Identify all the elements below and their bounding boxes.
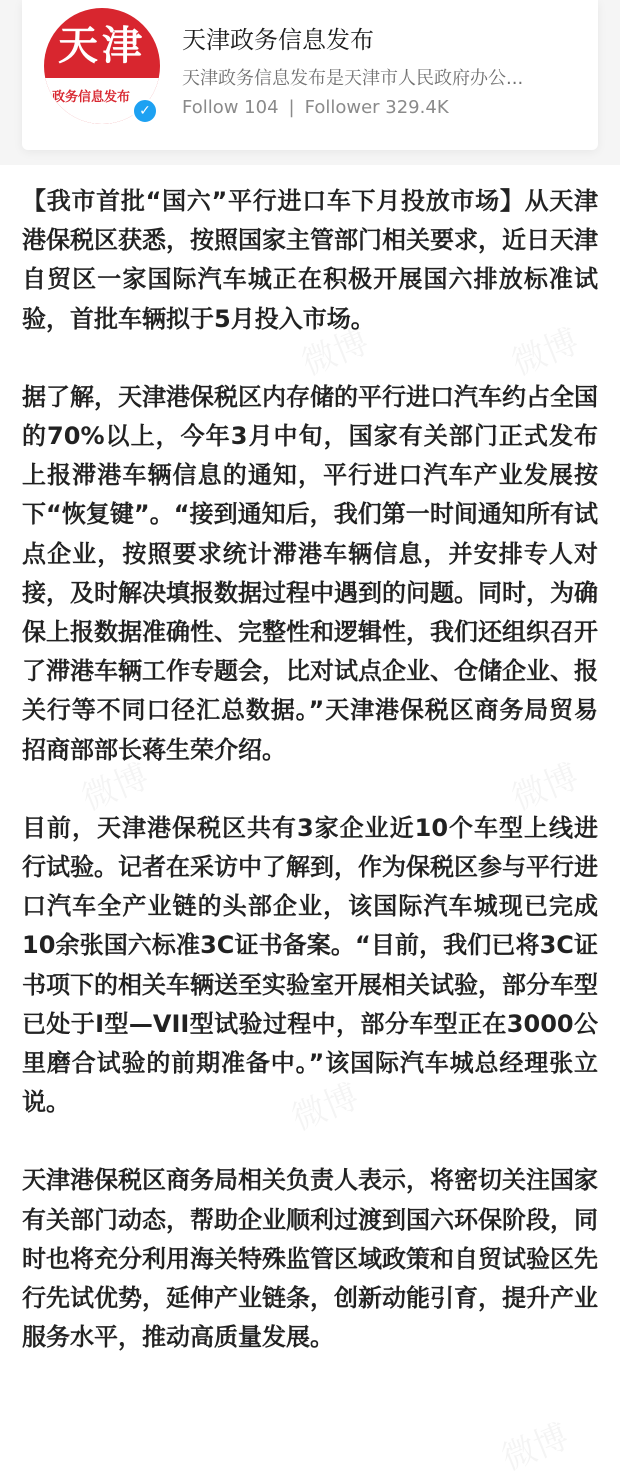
- account-bio: 天津政务信息发布是天津市人民政府办公...: [182, 68, 524, 89]
- paragraph: 据了解，天津港保税区内存储的平行进口汽车约占全国的70%以上，今年3月中旬，国家有关部门正式发布上报滞港车辆信息的通知，平行进口汽车产业发展按下“恢复键”。“接到通知后，我们第一时间通知所有试点企业，按照要求统计滞港车辆信息，并安排专人对接，及时解决填报数据过程中遇到的问题。同时，为确保上报数据准确性、完整性和逻辑性，我们还组织召开了滞港车辆工作专题会，比对试点企业、仓储企业、报关行等不同口径汇总数据。”天津港保税区商务局贸易招商部部长蒋生荣介绍。: [22, 382, 598, 764]
- verified-badge-icon: ✓: [132, 98, 158, 124]
- follow-stats: [182, 97, 449, 118]
- stats-separator: |: [288, 97, 295, 118]
- profile-card[interactable]: [22, 0, 598, 150]
- post-body: [22, 182, 598, 1396]
- account-name[interactable]: 天津政务信息发布: [182, 26, 374, 54]
- avatar-logo-text: 天津: [58, 22, 146, 69]
- paragraph: 天津港保税区商务局相关负责人表示，将密切关注国家有关部门动态，帮助企业顺利过渡到国六环保阶段，同时也将充分利用海关特殊监管区域政策和自贸试验区先行先试优势，延伸产业链条，创新动能引育，提升产业服务水平，推动高质量发展。: [22, 1166, 598, 1352]
- avatar-band-text: 政务信息发布: [52, 90, 131, 105]
- watermark: [493, 1409, 574, 1480]
- follower-count[interactable]: Follower 329.4K: [304, 97, 449, 118]
- paragraph: 目前，天津港保税区共有3家企业近10个车型上线进行试验。记者在采访中了解到，作为保税区参与平行进口汽车全产业链的头部企业，该国际汽车城现已完成10余张国六标准3C证书备案。“目前，我们已将3C证书项下的相关车辆送至实验室开展相关试验，部分车型已处于I型—VII型试验过程中，部分车型正在3000公里磨合试验的前期准备中。”该国际汽车城总经理张立说。: [22, 813, 598, 1117]
- follow-count[interactable]: Follow 104: [182, 97, 279, 118]
- paragraph: 【我市首批“国六”平行进口车下月投放市场】从天津港保税区获悉，按照国家主管部门相关要求，近日天津自贸区一家国际汽车城正在积极开展国六排放标准试验，首批车辆拟于5月投入市场。: [22, 187, 598, 333]
